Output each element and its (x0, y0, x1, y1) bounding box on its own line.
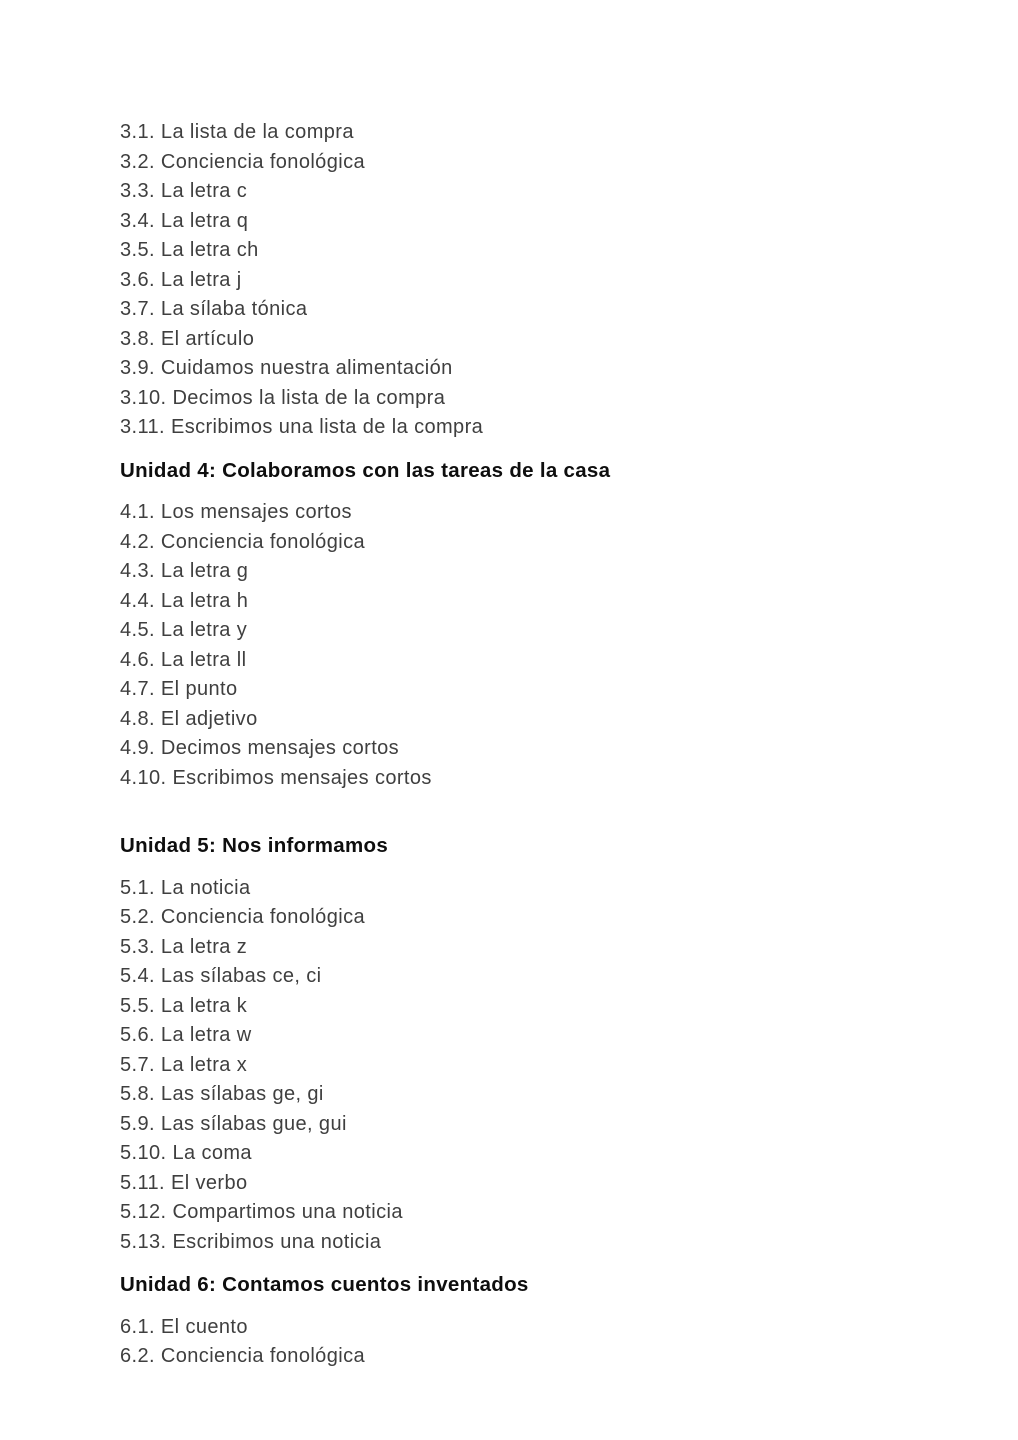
toc-item: 3.5. La letra ch (120, 239, 259, 261)
toc-item: 5.6. La letra w (120, 1024, 252, 1046)
toc-section-unit3 (120, 118, 958, 443)
toc-item: 5.2. Conciencia fonológica (120, 906, 365, 928)
toc-item: 3.6. La letra j (120, 268, 242, 291)
toc-item: 3.10. Decimos la lista de la compra (120, 386, 446, 409)
toc-section-unit6 (120, 1270, 958, 1372)
toc-item: 5.12. Compartimos una noticia (120, 1201, 403, 1223)
toc-item: 5.4. Las sílabas ce, ci (120, 965, 322, 987)
toc-item: 3.7. La sílaba tónica (120, 298, 308, 320)
toc-item: 5.11. El verbo (120, 1171, 248, 1194)
toc-item: 5.9. Las sílabas gue, gui (120, 1112, 347, 1135)
toc-item: 5.7. La letra x (120, 1053, 248, 1076)
unit4-heading: Unidad 4: Colaboramos con las tareas de la casa (120, 458, 611, 482)
unit5-heading: Unidad 5: Nos informamos (120, 834, 389, 857)
toc-item: 4.3. La letra g (120, 560, 249, 582)
toc-item: 3.2. Conciencia fonológica (120, 150, 365, 173)
unit3-item-list (120, 118, 958, 443)
toc-item: 4.5. La letra y (120, 619, 248, 641)
toc-item: 3.8. El artículo (120, 327, 255, 350)
unit6-item-list (120, 1313, 958, 1372)
toc-item: 3.4. La letra q (120, 209, 249, 232)
toc-item: 3.9. Cuidamos nuestra alimentación (120, 357, 453, 379)
toc-item: 3.11. Escribimos una lista de la compra (120, 416, 484, 438)
toc-item: 4.4. La letra h (120, 589, 249, 612)
toc-item: 4.9. Decimos mensajes cortos (120, 737, 400, 759)
toc-item: 5.1. La noticia (120, 876, 251, 899)
toc-item: 4.8. El adjetivo (120, 707, 258, 730)
toc-item: 5.8. Las sílabas ge, gi (120, 1083, 324, 1105)
toc-item: 4.2. Conciencia fonológica (120, 530, 365, 553)
unit6-heading: Unidad 6: Contamos cuentos inventados (120, 1273, 529, 1296)
unit5-item-list (120, 874, 958, 1258)
toc-item: 6.1. El cuento (120, 1315, 248, 1338)
unit4-item-list (120, 498, 958, 793)
toc-item: 4.1. Los mensajes cortos (120, 501, 352, 523)
toc-item: 3.1. La lista de la compra (120, 121, 354, 143)
toc-item: 5.10. La coma (120, 1142, 252, 1164)
toc-section-unit5 (120, 831, 958, 1257)
toc-item: 4.7. El punto (120, 678, 238, 700)
toc-item: 4.10. Escribimos mensajes cortos (120, 766, 432, 789)
toc-item: 5.13. Escribimos una noticia (120, 1230, 382, 1253)
toc-item: 3.3. La letra c (120, 180, 248, 202)
toc-section-unit4 (120, 456, 958, 794)
toc-item: 6.2. Conciencia fonológica (120, 1345, 365, 1367)
toc-item: 5.5. La letra k (120, 994, 248, 1017)
toc-item: 5.3. La letra z (120, 935, 248, 958)
toc-item: 4.6. La letra ll (120, 648, 247, 671)
